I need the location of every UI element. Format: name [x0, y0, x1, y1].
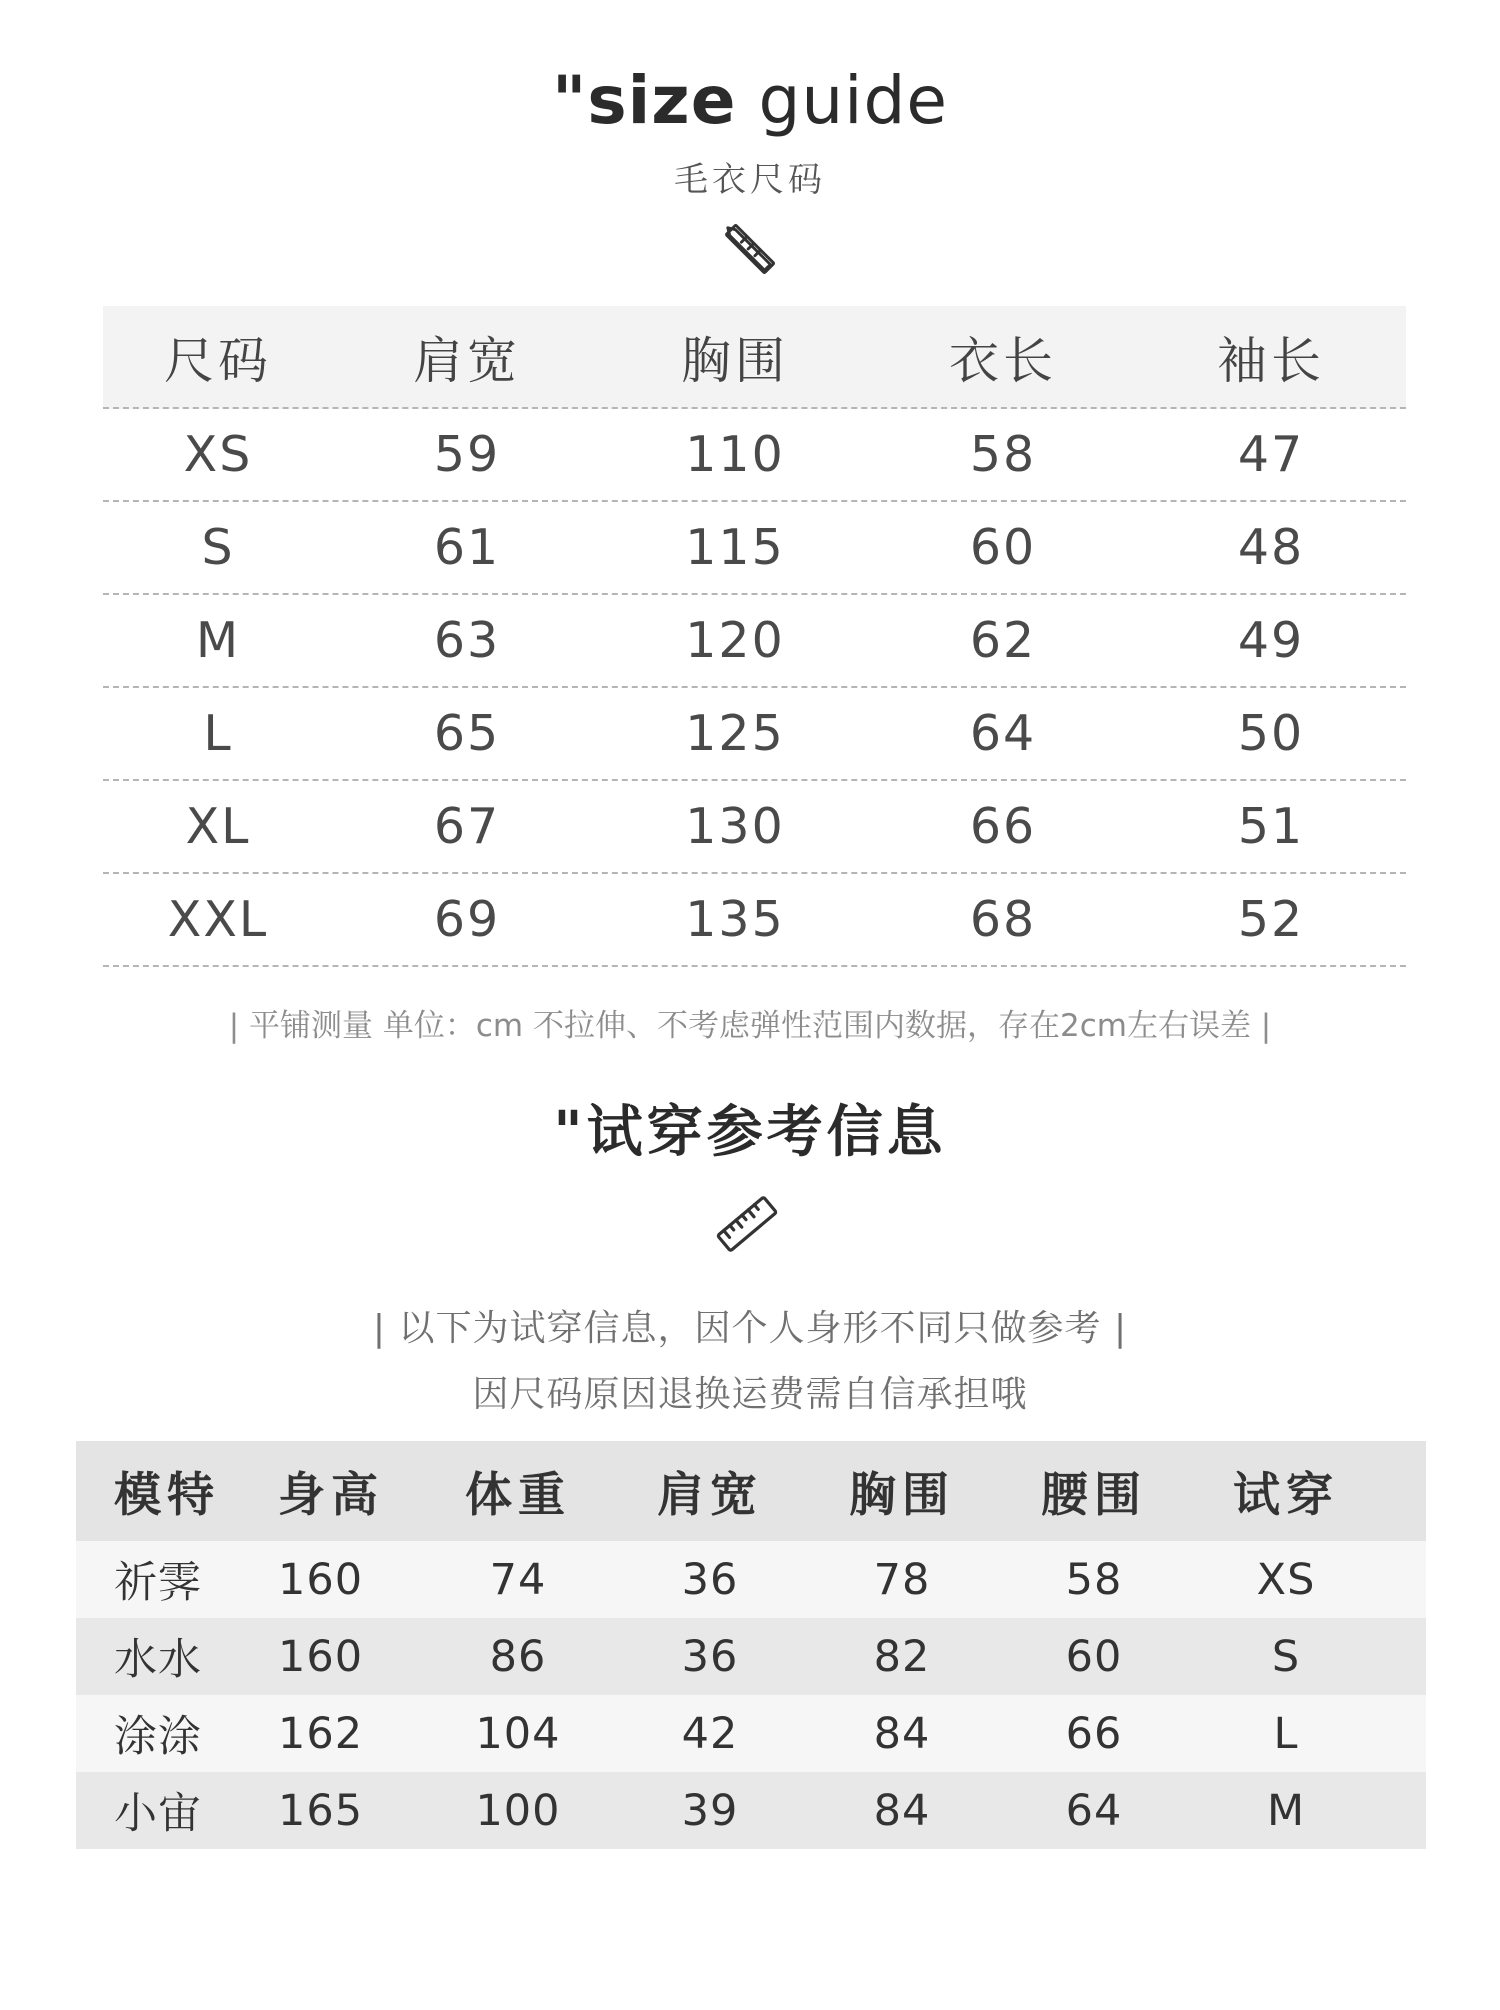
table-row	[103, 781, 1406, 874]
header-chest: 胸围	[849, 1467, 955, 1523]
cell-model: 涂涂	[114, 1712, 202, 1762]
page-title	[0, 62, 1500, 139]
cell-size: S	[201, 519, 235, 576]
cell-sleeve: 48	[1237, 519, 1305, 576]
table-row	[103, 874, 1406, 967]
cell-height: 160	[278, 1554, 364, 1605]
cell-shoulder: 65	[433, 705, 501, 762]
cell-length: 58	[969, 426, 1037, 483]
model-table	[76, 1441, 1426, 1849]
cell-chest: 84	[873, 1708, 931, 1759]
tryon-note-line2: 因尺码原因退换运费需自信承担哦	[472, 1374, 1028, 1415]
cell-shoulder: 42	[681, 1708, 739, 1759]
cell-waist: 58	[1065, 1554, 1123, 1605]
cell-model: 水水	[114, 1635, 202, 1685]
cell-chest: 78	[873, 1554, 931, 1605]
cell-sleeve: 50	[1237, 705, 1305, 762]
cell-shoulder: 36	[681, 1631, 739, 1682]
cell-length: 68	[969, 891, 1037, 948]
cell-model: 祈霁	[114, 1558, 202, 1608]
table-row	[103, 688, 1406, 781]
cell-weight: 74	[489, 1554, 547, 1605]
cell-chest: 84	[873, 1785, 931, 1836]
header-sleeve: 袖长	[1217, 331, 1325, 390]
header-shoulder: 肩宽	[413, 331, 521, 390]
cell-size: M	[195, 612, 241, 669]
header-tryon-size: 试穿	[1233, 1467, 1339, 1523]
cell-length: 64	[969, 705, 1037, 762]
cell-shoulder: 67	[433, 798, 501, 855]
size-table	[103, 306, 1406, 967]
size-table-header	[103, 306, 1406, 409]
title-light: guide	[736, 62, 949, 139]
cell-chest: 120	[685, 612, 785, 669]
header-weight: 体重	[465, 1467, 571, 1523]
cell-waist: 66	[1065, 1708, 1123, 1759]
cell-chest: 135	[685, 891, 785, 948]
measurement-note: | 平铺测量 单位：cm 不拉伸、不考虑弹性范围内数据，存在2cm左右误差 |	[228, 1008, 1272, 1044]
table-row	[76, 1618, 1426, 1695]
cell-size: XXL	[167, 891, 269, 948]
cell-waist: 60	[1065, 1631, 1123, 1682]
ruler-icon	[715, 1192, 779, 1256]
page-subtitle: 毛衣尺码	[674, 160, 826, 200]
cell-shoulder: 69	[433, 891, 501, 948]
ruler-pencil-icon	[722, 220, 780, 278]
cell-model: 小宙	[114, 1789, 202, 1839]
cell-chest: 125	[685, 705, 785, 762]
cell-weight: 104	[475, 1708, 561, 1759]
cell-sleeve: 49	[1237, 612, 1305, 669]
table-row	[103, 502, 1406, 595]
cell-size: XS	[183, 426, 253, 483]
cell-size: XL	[185, 798, 251, 855]
cell-tryon-size: XS	[1256, 1554, 1316, 1605]
tryon-note-line1: | 以下为试穿信息，因个人身形不同只做参考 |	[372, 1308, 1128, 1349]
cell-height: 162	[278, 1708, 364, 1759]
header-chest: 胸围	[681, 331, 789, 390]
table-row	[76, 1695, 1426, 1772]
cell-shoulder: 36	[681, 1554, 739, 1605]
table-row	[103, 595, 1406, 688]
header-length: 衣长	[949, 331, 1057, 390]
header-waist: 腰围	[1041, 1467, 1147, 1523]
cell-length: 66	[969, 798, 1037, 855]
header-height: 身高	[278, 1467, 384, 1523]
cell-sleeve: 47	[1237, 426, 1305, 483]
cell-chest: 110	[685, 426, 785, 483]
cell-sleeve: 52	[1237, 891, 1305, 948]
cell-length: 62	[969, 612, 1037, 669]
model-table-header	[76, 1441, 1426, 1541]
cell-shoulder: 39	[681, 1785, 739, 1836]
table-row	[76, 1541, 1426, 1618]
cell-tryon-size: M	[1266, 1785, 1306, 1836]
cell-shoulder: 59	[433, 426, 501, 483]
header-shoulder: 肩宽	[657, 1467, 763, 1523]
title-quote: "	[551, 62, 588, 139]
header-size: 尺码	[164, 331, 272, 390]
cell-height: 165	[278, 1785, 364, 1836]
section-title: "试穿参考信息	[553, 1100, 947, 1165]
cell-weight: 86	[489, 1631, 547, 1682]
title-bold: size	[587, 62, 737, 139]
cell-weight: 100	[475, 1785, 561, 1836]
cell-waist: 64	[1065, 1785, 1123, 1836]
cell-tryon-size: L	[1273, 1708, 1299, 1759]
cell-shoulder: 63	[433, 612, 501, 669]
cell-chest: 130	[685, 798, 785, 855]
cell-size: L	[203, 705, 233, 762]
table-row	[76, 1772, 1426, 1849]
header-model: 模特	[114, 1467, 220, 1523]
table-row	[103, 409, 1406, 502]
cell-chest: 82	[873, 1631, 931, 1682]
cell-chest: 115	[685, 519, 785, 576]
cell-sleeve: 51	[1237, 798, 1305, 855]
cell-length: 60	[969, 519, 1037, 576]
cell-height: 160	[278, 1631, 364, 1682]
cell-shoulder: 61	[433, 519, 501, 576]
cell-tryon-size: S	[1271, 1631, 1301, 1682]
